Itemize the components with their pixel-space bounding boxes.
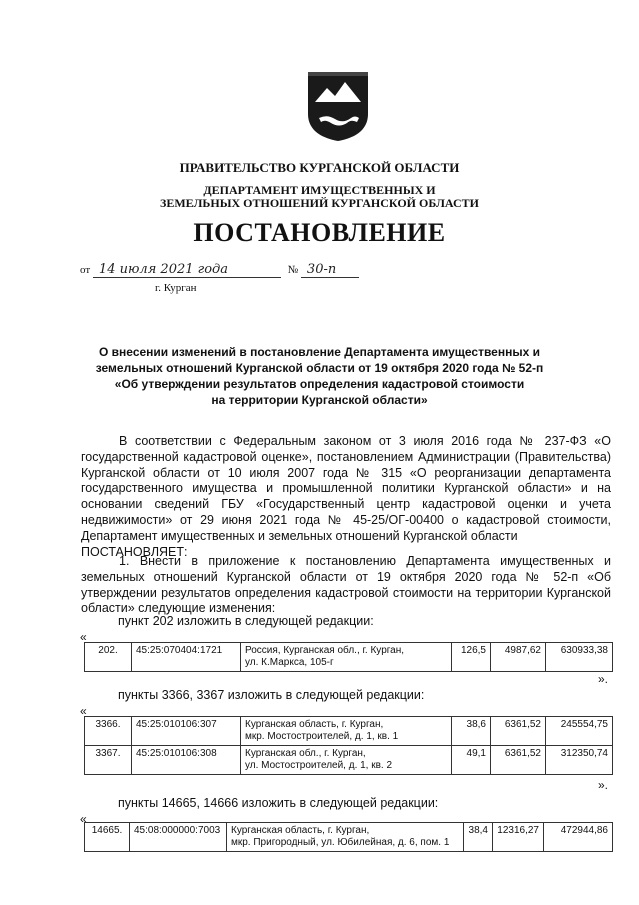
cell-address (227, 823, 464, 852)
title-line: «Об утверждении результатов определения кадастровой стоимости (114, 377, 525, 391)
document-type-heading: ПОСТАНОВЛЕНИЕ (193, 218, 446, 247)
cell-area: 49,1 (452, 746, 491, 775)
cell-specific-value: 4987,62 (491, 643, 546, 672)
replacement-table-3366-3367 (84, 716, 613, 775)
title-line: земельных отношений Курганской области от 19 октября 2020 года № 52-п (95, 361, 544, 375)
table-row (85, 823, 613, 852)
intro-paragraph (81, 434, 611, 560)
item-1-paragraph (81, 554, 611, 617)
government-name: ПРАВИТЕЛЬСТВО КУРГАНСКОЙ ОБЛАСТИ (179, 160, 460, 175)
section-intro: пункты 14665, 14666 изложить в следующей редакции: (118, 796, 439, 810)
cell-item-number: 202. (85, 643, 132, 672)
cell-cadastral-value: 630933,38 (546, 643, 613, 672)
cell-cadastral-value: 312350,74 (546, 746, 613, 775)
open-quote: « (80, 812, 87, 826)
cell-address (241, 643, 452, 672)
cell-cadastral-number: 45:25:010106:307 (132, 717, 241, 746)
title-line: на территории Курганской области» (211, 393, 428, 407)
address-line: мкр. Пригородный, ул. Юбилейная, д. 6, пом. 1 (231, 837, 450, 848)
section-intro: пункт 202 изложить в следующей редакции: (118, 614, 374, 628)
replacement-table-202 (84, 642, 613, 672)
resolves-text: ПОСТАНОВЛЯЕТ: (81, 544, 188, 559)
open-quote: « (80, 630, 87, 644)
cell-cadastral-number: 45:25:010106:308 (132, 746, 241, 775)
cell-cadastral-value: 245554,75 (546, 717, 613, 746)
address-line: ул. К.Маркса, 105-г (245, 657, 334, 668)
department-name-line1: ДЕПАРТАМЕНТ ИМУЩЕСТВЕННЫХ И (203, 183, 436, 197)
place-of-issue: г. Курган (155, 282, 197, 294)
table-row (85, 643, 613, 672)
table-row (85, 717, 613, 746)
open-quote: « (80, 704, 87, 718)
number-value: 30-п (301, 262, 359, 278)
department-name (0, 184, 639, 210)
section-intro: пункты 3366, 3367 изложить в следующей редакции: (118, 688, 425, 702)
cell-address (241, 717, 452, 746)
cell-item-number: 3367. (85, 746, 132, 775)
cell-cadastral-number: 45:25:070404:1721 (132, 643, 241, 672)
address-line: Курганская область, г. Курган, (245, 719, 384, 730)
document-title (0, 344, 639, 408)
close-quote: ». (598, 672, 609, 686)
date-prefix: от (80, 264, 91, 276)
address-line: Курганская обл., г. Курган, (245, 748, 366, 759)
cell-item-number: 3366. (85, 717, 132, 746)
replacement-table-14665 (84, 822, 613, 852)
address-line: мкр. Мостостроителей, д. 1, кв. 1 (245, 731, 399, 742)
item-1-text: 1. Внести в приложение к постановлению Департамента имущественных и земельных отношений Курганской области от 19 октября 2020 года № 52-п «Об утверждении результатов определения кадастровой стоимости на территории Курганской области» следующие изменения: (81, 554, 611, 616)
department-name-line2: ЗЕМЕЛЬНЫХ ОТНОШЕНИЙ КУРГАНСКОЙ ОБЛАСТИ (159, 196, 479, 210)
cell-specific-value: 12316,27 (493, 823, 544, 852)
coat-of-arms-emblem (305, 68, 371, 142)
cell-area: 38,6 (452, 717, 491, 746)
date-value: 14 июля 2021 года (93, 262, 281, 278)
cell-address (241, 746, 452, 775)
cell-item-number: 14665. (85, 823, 130, 852)
address-line: Россия, Курганская обл., г. Курган, (245, 645, 405, 656)
address-line: ул. Мостостроителей, д. 1, кв. 2 (245, 760, 393, 771)
title-line: О внесении изменений в постановление Департамента имущественных и (99, 345, 540, 359)
cell-cadastral-number: 45:08:000000:7003 (130, 823, 227, 852)
date-number-line (80, 262, 380, 278)
table-row (85, 746, 613, 775)
cell-specific-value: 6361,52 (491, 746, 546, 775)
close-quote: ». (598, 778, 609, 792)
cell-area: 38,4 (464, 823, 493, 852)
intro-text: В соответствии с Федеральным законом от 3 июля 2016 года № 237-ФЗ «О государственной кадастровой оценке», постановлением Администрации (Правительства) Курганской области от 10 июля 2007 года № 315 «О реорганизации департамента государственного имущества и промышленной политики Курганской области» и на основании сведений ГБУ «Государственный центр кадастровой оценки и учета недвижимости» от 29 июня 2021 года № 45-25/ОГ-00400 о кадастровой стоимости, Департамент имущественных и земельных отношений Курганской области (81, 434, 611, 543)
number-prefix: № (287, 264, 299, 276)
cell-area: 126,5 (452, 643, 491, 672)
address-line: Курганская область, г. Курган, (231, 825, 370, 836)
cell-specific-value: 6361,52 (491, 717, 546, 746)
cell-cadastral-value: 472944,86 (544, 823, 613, 852)
